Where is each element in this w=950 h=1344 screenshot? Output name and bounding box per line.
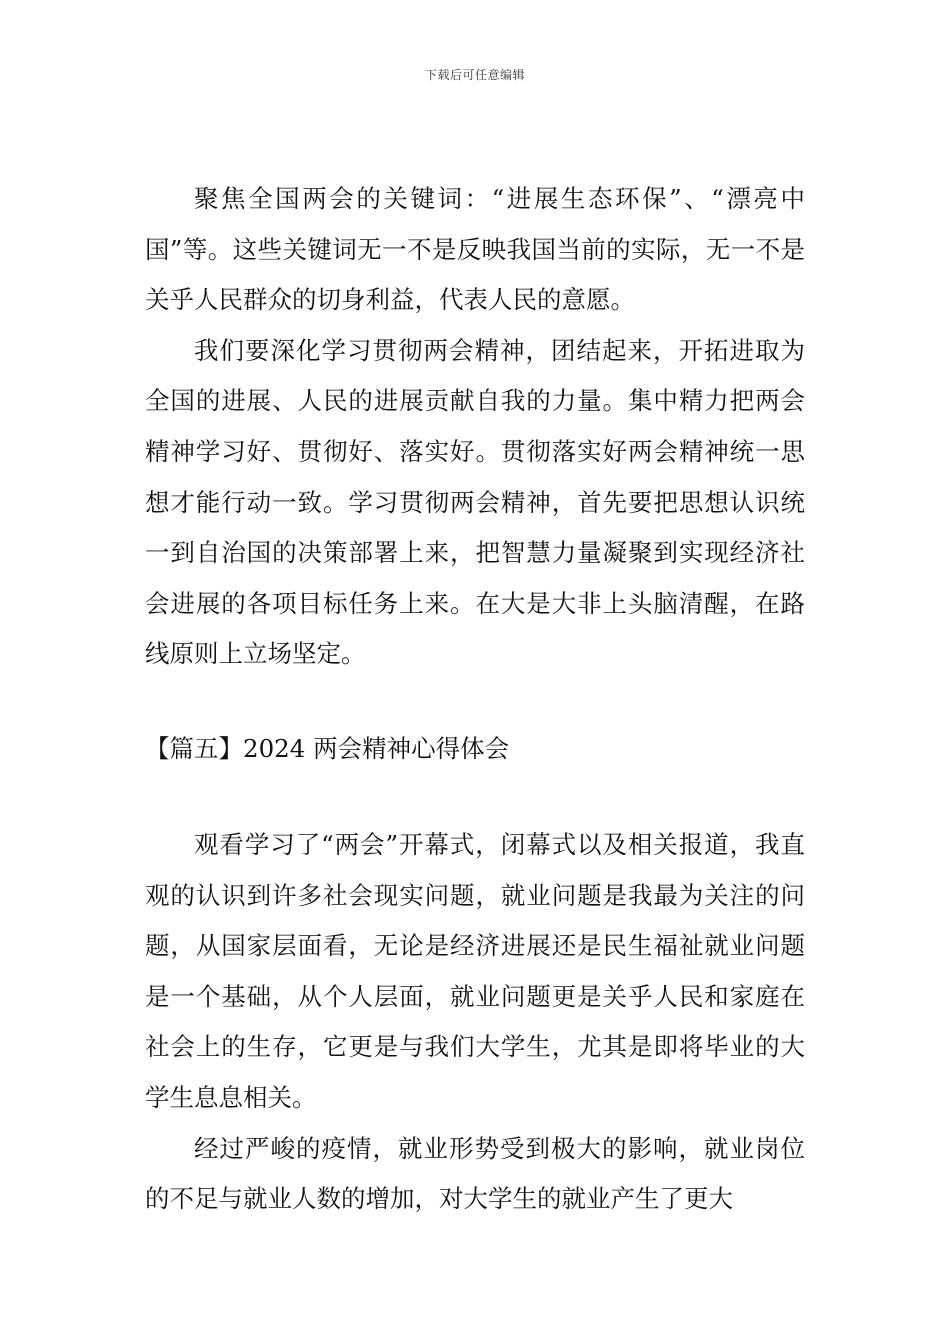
section-1-body [145, 174, 805, 680]
section-2-body [145, 820, 805, 1225]
page-header-note: 下载后可任意编辑 [424, 68, 525, 82]
paragraph: 聚焦全国两会的关键词：“进展生态环保”、“漂亮中国”等。这些关键词无一不是反映我国当前的实际，无一不是关乎人民群众的切身利益，代表人民的意愿。 [145, 184, 805, 315]
section-heading: 【篇五】2024 两会精神心得体会 [145, 734, 510, 763]
paragraph: 经过严峻的疫情，就业形势受到极大的影响，就业岗位的不足与就业人数的增加，对大学生的就业产生了更大 [145, 1133, 805, 1214]
paragraph: 观看学习了“两会”开幕式，闭幕式以及相关报道，我直观的认识到许多社会现实问题，就业问题是我最为关注的问题，从国家层面看，无论是经济进展还是民生福祉就业问题是一个基础，从个人层面，就业问题更是关乎人民和家庭在社会上的生存，它更是与我们大学生，尤其是即将毕业的大学生息息相关。 [145, 830, 805, 1112]
paragraph: 我们要深化学习贯彻两会精神，团结起来，开拓进取为全国的进展、人民的进展贡献自我的力量。集中精力把两会精神学习好、贯彻好、落实好。贯彻落实好两会精神统一思想才能行动一致。学习贯彻两会精神，首先要把思想认识统一到自治国的决策部署上来，把智慧力量凝聚到实现经济社会进展的各项目标任务上来。在大是大非上头脑清醒，在路线原则上立场坚定。 [145, 335, 805, 669]
